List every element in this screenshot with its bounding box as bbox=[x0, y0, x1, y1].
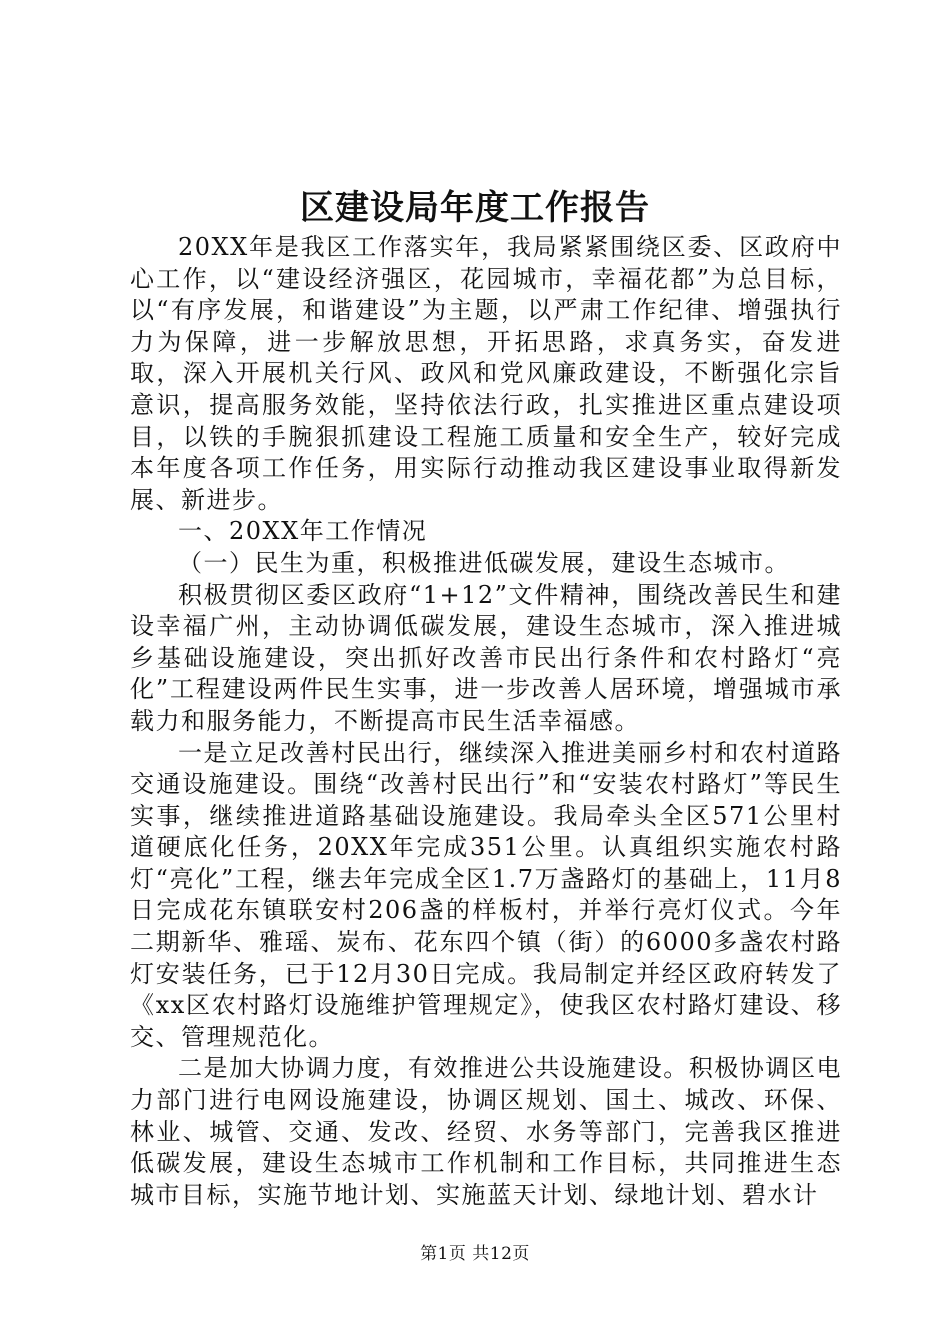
subsection-heading-livelihood: （一）民生为重，积极推进低碳发展，建设生态城市。 bbox=[178, 548, 790, 577]
document-title: 区建设局年度工作报告 bbox=[300, 188, 650, 228]
paragraph-public-facilities: 二是加大协调力度，有效推进公共设施建设。积极协调区电力部门进行电网设施建设，协调区规划、国土、城改、环保、林业、城管、交通、发改、经贸、水务等部门，完善我区推进低碳发展，建设生态城市工作机制和工作目标，共同推进生态城市目标，实施节地计划、实施蓝天计划、绿地计划、碧水计 bbox=[130, 1054, 842, 1209]
section-heading-work-status: 一、20XX年工作情况 bbox=[178, 517, 428, 546]
paragraph-rural-roads: 一是立足改善村民出行，继续深入推进美丽乡村和农村道路交通设施建设。围绕“改善村民出行”和“安装农村路灯”等民生实事，继续推进道路基础设施建设。我局牵头全区571公里村道硬底化任务，20XX年完成351公里。认真组织实施农村路灯“亮化”工程，继去年完成全区1.7万盏路灯的基础上，11月8日完成花东镇联安村206盏的样板村，并举行亮灯仪式。今年二期新华、雅瑶、炭布、花东四个镇（街）的6000多盏农村路灯安装任务，已于12月30日完成。我局制定并经区政府转发了《xx区农村路灯设施维护管理规定》，使我区农村路灯建设、移交、管理规范化。 bbox=[130, 738, 842, 1051]
document-body bbox=[130, 232, 842, 1211]
page-number-footer: 第1页 共12页 bbox=[420, 1244, 530, 1264]
paragraph-livelihood: 积极贯彻区委区政府“1+12”文件精神，围绕改善民生和建设幸福广州，主动协调低碳发展，建设生态城市，深入推进城乡基础设施建设，突出抓好改善市民出行条件和农村路灯“亮化”工程建设两件民生实事，进一步改善人居环境，增强城市承载力和服务能力，不断提高市民生活幸福感。 bbox=[130, 580, 842, 735]
paragraph-intro: 20XX年是我区工作落实年，我局紧紧围绕区委、区政府中心工作，以“建设经济强区，花园城市，幸福花都”为总目标，以“有序发展，和谐建设”为主题，以严肃工作纪律、增强执行力为保障，进一步解放思想，开拓思路，求真务实，奋发进取，深入开展机关行风、政风和党风廉政建设，不断强化宗旨意识，提高服务效能，坚持依法行政，扎实推进区重点建设项目，以铁的手腕狠抓建设工程施工质量和安全生产，较好完成本年度各项工作任务，用实际行动推动我区建设事业取得新发展、新进步。 bbox=[130, 233, 842, 514]
